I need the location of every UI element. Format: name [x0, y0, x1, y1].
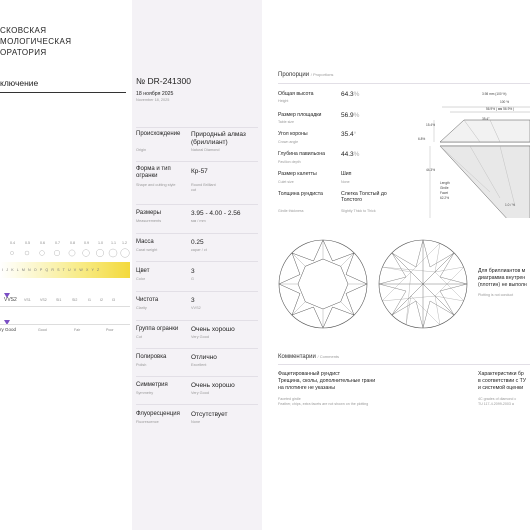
diagram-width: 3.98 mm (100 %)	[482, 92, 507, 96]
symmetry-label: Симметрия	[136, 382, 168, 388]
clarity-scale-line	[0, 306, 130, 307]
girdle-value: Слегка Толстый до Толстого	[341, 191, 387, 203]
pavilion-plot-diagram	[377, 238, 469, 330]
weight-unit: карат / ct	[191, 248, 207, 252]
weight-label: Масса	[136, 239, 154, 245]
size-tick: 0.7	[55, 241, 60, 245]
pavilion-depth-label-en: Pavilion depth	[278, 160, 301, 164]
comment-right-line-1: Характеристики бр	[478, 371, 524, 377]
origin-value: Природный алмаз (бриллиант)	[191, 131, 246, 146]
diagram-ratio: 1.0 / %	[505, 203, 515, 207]
row-divider	[136, 320, 258, 321]
clarity-value-en: VVS2	[191, 306, 201, 310]
table-size-label: Размер площадки	[278, 112, 322, 118]
diagram-girdle-pct: 6.8%	[418, 137, 426, 141]
row-divider	[136, 161, 258, 162]
row-divider	[136, 291, 258, 292]
measurements-value: 3.95 - 4.00 - 2.56	[191, 210, 241, 217]
proportions-title: Пропорции	[278, 72, 310, 78]
fluorescence-label-en: Fluorescence	[136, 420, 159, 424]
comment-left-line-1: Фацетированный рундист	[278, 371, 341, 377]
report-date: 18 ноября 2025	[136, 91, 174, 97]
culet-value: Шип	[341, 171, 352, 177]
crown-angle-label: Угол короны	[278, 131, 308, 137]
cut-value-en: Very Good	[191, 335, 209, 339]
weight-value: 0.25	[191, 239, 204, 246]
polish-label-en: Polish	[136, 363, 147, 367]
clarity-grade: I2	[100, 298, 103, 302]
comments-title-en: / Comments	[317, 354, 340, 359]
diagram-crown-height: 15.4%	[426, 123, 436, 127]
clarity-value: 3	[191, 297, 195, 304]
color-value: 3	[191, 268, 195, 275]
diagram-table-pct: 56.9% ( мм 56.9% )	[486, 107, 515, 111]
clarity-grade: I3	[112, 298, 115, 302]
row-divider	[136, 204, 258, 205]
fluorescence-label: Флуоресценция	[136, 411, 180, 417]
measurements-unit: мм / mm	[191, 219, 206, 223]
cut-label-en: Cut	[136, 335, 142, 339]
clarity-label-en: Clarity	[136, 306, 147, 310]
center-panel	[132, 0, 262, 530]
crown-plot-diagram	[277, 238, 369, 330]
size-tick: 0.5	[25, 241, 30, 245]
polish-value: Отлично	[191, 354, 217, 361]
crown-angle-label-en: Crown angle	[278, 140, 299, 144]
plot-note-line-3: (плотгин) не выполн	[478, 282, 527, 288]
clarity-grade: SI1	[56, 298, 62, 302]
size-tick: 0.4	[10, 241, 15, 245]
size-tick: 1.0	[98, 241, 103, 245]
diagram-facet-pct: 62.2%	[440, 196, 450, 200]
color-value-en: G	[191, 277, 194, 281]
cut-value: Очень хорошо	[191, 326, 235, 333]
comment-left-line-3: на плотинге не указаны	[278, 385, 335, 391]
report-number: № DR-241300	[136, 76, 191, 86]
cut-grade: Fair	[74, 328, 81, 332]
color-label: Цвет	[136, 268, 150, 274]
size-tick: 1.2	[122, 241, 127, 245]
clarity-grade: SI2	[72, 298, 78, 302]
plot-note-line-2: диаграмма внутрен	[478, 275, 526, 281]
comments-header	[278, 354, 339, 360]
measurements-label: Размеры	[136, 210, 161, 216]
diagram-pct-100: 100 %	[500, 100, 510, 104]
origin-value-en: Natural Diamond	[191, 148, 220, 152]
comment-left-en-1: Faceted girdle	[278, 397, 301, 401]
diagram-girdle-label: Girdle	[440, 186, 449, 190]
row-divider	[136, 376, 258, 377]
size-tick: 0.8	[70, 241, 75, 245]
comment-right-en-2: TU 117-4.2099-2003 a	[478, 402, 514, 406]
clarity-grade-active: VVS2	[4, 297, 17, 303]
proportions-title-en: / Proportions	[310, 72, 334, 77]
height-label-en: Height	[278, 99, 289, 103]
table-size-label-en: Table size	[278, 120, 294, 124]
comments-title: Комментарии	[278, 354, 316, 360]
cut-label: Группа огранки	[136, 326, 179, 332]
lab-name-line-2: МОЛОГИЧЕСКАЯ	[0, 37, 72, 46]
weight-label-en: Carat weight	[136, 248, 158, 252]
size-tick: 0.6	[40, 241, 45, 245]
shape-value: Кр-57	[191, 168, 208, 175]
fluorescence-value: Отсутствует	[191, 411, 228, 418]
clarity-grade: I1	[88, 298, 91, 302]
proportions-divider	[278, 83, 530, 84]
comment-left-en-2: Feather, chips, extra facets are not shown on the plotting	[278, 402, 369, 406]
culet-label: Размер калетты	[278, 171, 317, 177]
proportions-header	[278, 72, 333, 78]
pavilion-depth-value: 44.3%	[341, 151, 360, 158]
culet-label-en: Culet size	[278, 180, 294, 184]
girdle-label-en: Girdle thickness	[278, 209, 304, 213]
height-value: 64.3%	[341, 91, 360, 98]
size-circles	[0, 247, 130, 259]
comment-right-line-3: и системой оценки	[478, 385, 524, 391]
fluorescence-value-en: None	[191, 420, 201, 424]
measurements-label-en: Measurements	[136, 219, 162, 223]
plot-note-line-1: Для бриллиантов м	[478, 268, 526, 274]
shape-value-en: Round Brilliant cut	[191, 183, 216, 192]
lab-name-line-3: ОРАТОРИЯ	[0, 48, 47, 57]
lab-name-line-1: СКОВСКАЯ	[0, 26, 47, 35]
size-tick: 0.9	[84, 241, 89, 245]
origin-label: Происхождение	[136, 131, 181, 137]
color-label-en: Color	[136, 277, 146, 281]
comment-right-line-2: в соответствии с ТУ	[478, 378, 527, 384]
comment-left-line-2: Трещина, сколы, дополнительные грани	[278, 378, 376, 384]
girdle-label: Толщина рундиста	[278, 191, 323, 197]
left-panel	[0, 0, 132, 530]
conclusion-title: ключение	[0, 78, 39, 88]
clarity-grade: VS1	[24, 298, 31, 302]
culet-value-en: None	[341, 180, 350, 184]
polish-value-en: Excellent	[191, 363, 207, 367]
girdle-value-en: Slightly Thick to Thick	[341, 209, 376, 213]
diagram-pavilion-depth: 44.3%	[426, 168, 436, 172]
diagram-length-label: Length	[440, 181, 450, 185]
table-size-value: 56.9%	[341, 112, 360, 119]
cut-scale-line	[0, 324, 130, 325]
size-tick: 1.1	[111, 241, 116, 245]
height-label: Общая высота	[278, 91, 314, 97]
shape-label: Форма и тип огранки	[136, 166, 171, 179]
row-divider	[136, 127, 258, 128]
crown-angle-value: 35.4°	[341, 131, 357, 138]
color-scale-letters: I J K L M N O P Q R S T U V W X Y Z	[2, 268, 101, 272]
cut-grade: Good	[38, 328, 47, 332]
cut-grade-active: ry Good	[0, 327, 17, 332]
cut-grade: Poor	[106, 328, 114, 332]
row-divider	[136, 348, 258, 349]
comments-divider	[278, 364, 530, 365]
pavilion-depth-label: Глубина павильона	[278, 151, 325, 157]
diagram-crown-angle: 35.4°	[482, 117, 490, 121]
row-divider	[136, 261, 258, 262]
polish-label: Полировка	[136, 354, 167, 360]
shape-label-en: Shape and cutting style	[136, 183, 176, 187]
clarity-label: Чистота	[136, 297, 159, 303]
row-divider	[136, 404, 258, 405]
symmetry-value-en: Very Good	[191, 391, 209, 395]
comment-right-en-1: 4C grades of diamond c	[478, 397, 517, 401]
row-divider	[136, 233, 258, 234]
diagram-facet-label: Facet	[440, 191, 448, 195]
symmetry-label-en: Symmetry	[136, 391, 154, 395]
symmetry-value: Очень хорошо	[191, 382, 235, 389]
report-date-en: November 18, 2025	[136, 98, 170, 102]
plot-note-en: Plotting is not conduct	[478, 293, 514, 297]
origin-label-en: Origin	[136, 148, 147, 152]
clarity-grade: VS2	[40, 298, 47, 302]
title-divider	[0, 92, 126, 93]
